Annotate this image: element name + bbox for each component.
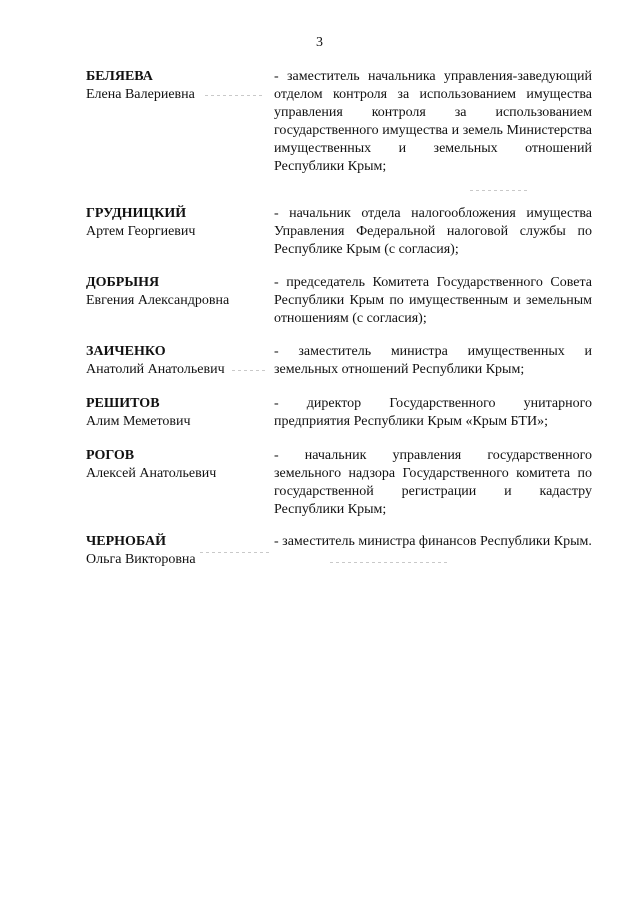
member-surname: БЕЛЯЕВА [86, 69, 153, 84]
member-role: - председатель Комитета Государственного Совета Республики Крым по имущественным и земельным отношениям (с согласия); [274, 275, 592, 326]
member-role: - заместитель начальника управления-заведующий отделом контроля за использованием имущества управления контроля за использованием государственного имущества и земель Министерства имущественных и земельных отношений Республики Крым; [274, 69, 592, 174]
scan-artifact [205, 95, 265, 96]
scan-artifact [200, 552, 270, 553]
member-role: - директор Государственного унитарного предприятия Республики Крым «Крым БТИ»; [274, 396, 592, 429]
scan-artifact [470, 190, 530, 191]
member-given-names: Анатолий Анатольевич [86, 362, 225, 377]
member-role: - начальник отдела налогообложения имущества Управления Федеральной налоговой службы по Республике Крым (с согласия); [274, 206, 592, 257]
member-role: - начальник управления государственного земельного надзора Государственного комитета по государственной регистрации и кадастру Республики Крым; [274, 448, 592, 517]
member-surname: ЗАИЧЕНКО [86, 344, 166, 359]
member-given-names: Артем Георгиевич [86, 224, 196, 239]
member-role: - заместитель министра финансов Республики Крым. [274, 534, 592, 549]
member-surname: РОГОВ [86, 448, 135, 463]
member-given-names: Алим Меметович [86, 414, 191, 429]
scan-artifact [330, 562, 450, 563]
member-role: - заместитель министра имущественных и земельных отношений Республики Крым; [274, 344, 592, 377]
member-surname: РЕШИТОВ [86, 396, 160, 411]
member-surname: ДОБРЫНЯ [86, 275, 160, 290]
member-given-names: Евгения Александровна [86, 293, 230, 308]
member-given-names: Алексей Анатольевич [86, 466, 217, 481]
member-surname: ЧЕРНОБАЙ [86, 534, 167, 549]
scan-artifact [232, 370, 266, 371]
member-given-names: Елена Валериевна [86, 87, 195, 102]
page-number: 3 [316, 35, 323, 50]
member-surname: ГРУДНИЦКИЙ [86, 206, 187, 221]
member-given-names: Ольга Викторовна [86, 552, 196, 567]
